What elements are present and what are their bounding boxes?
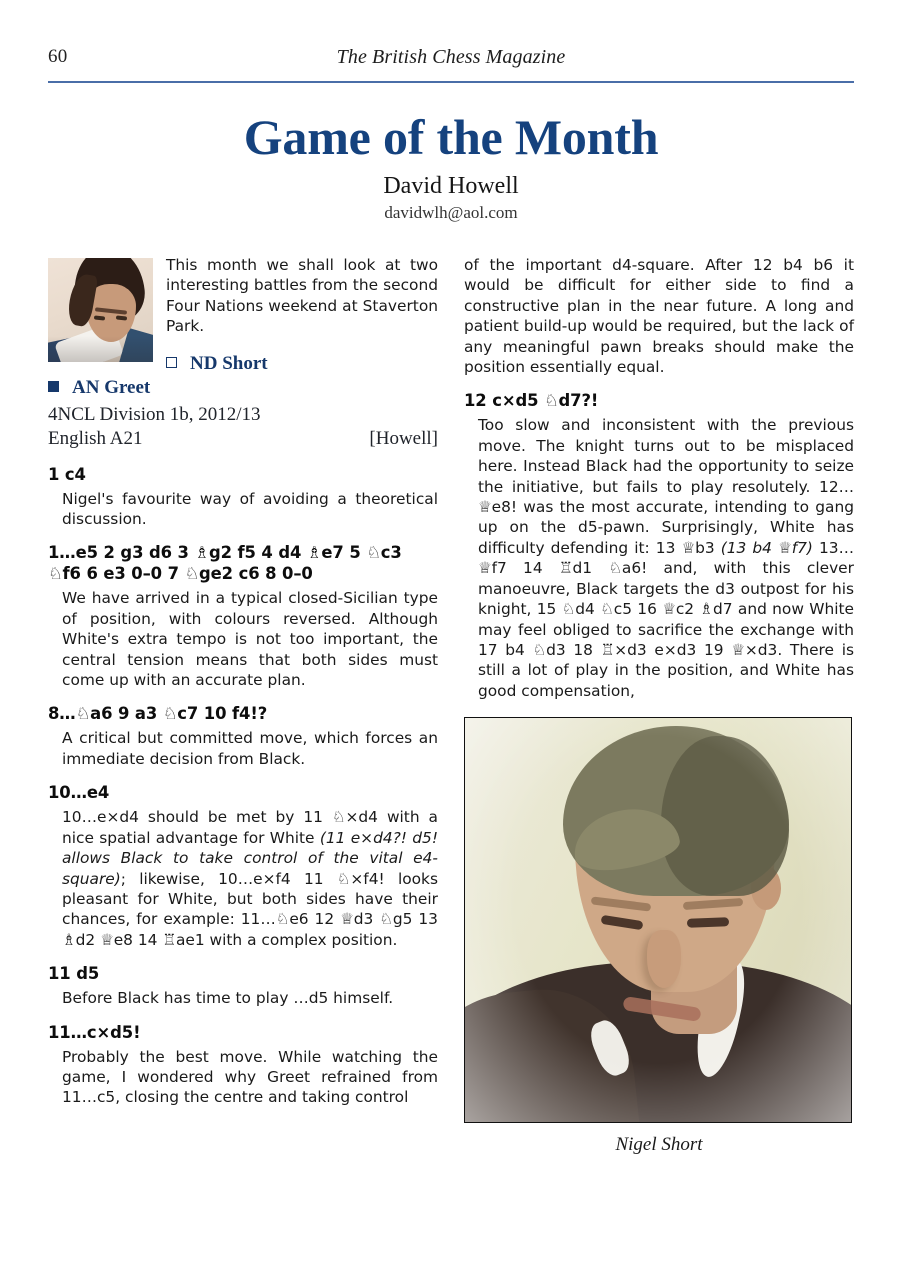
variation-text: (13 b4 ♕f7) <box>720 538 813 557</box>
chess-figurine: ♕ <box>778 538 792 557</box>
move-heading: 11 d5 <box>48 964 100 984</box>
right-column <box>464 255 854 1156</box>
chess-figurine: ♗ <box>62 930 76 949</box>
black-square-icon <box>48 381 59 392</box>
chess-figurine: ♖ <box>600 640 615 659</box>
variation-text: (11 e×d4?! d5! allows Black to take control of the vital e4-square) <box>62 828 438 888</box>
annotation-paragraph: Too slow and inconsistent with the previous move. The knight turns out to be misplaced here. Instead Black had the opportunity to seize the initiative, but fails to play resolutely. 12…♕e8! was the most accurate, intending to gang up on the d5-pawn. Surprisingly, White has difficulty defending it: 13 ♕b3 (13 b4 ♕f7) 13…♕f7 14 ♖d1 ♘a6! and, with this clever manoeuvre, Black targets the d3 outpost for his knight, 15 ♘d4 ♘c5 16 ♕c2 ♗d7 and now White may feel obliged to sacrifice the exchange with 17 b4 ♘d3 18 ♖×d3 e×d3 19 ♕×d3. There is still a lot of play in the position, and White has good compensation, <box>478 416 854 700</box>
chess-figurine: ♕ <box>731 640 745 659</box>
chess-figurine: ♘ <box>544 391 559 411</box>
move-heading: 1 c4 <box>48 464 86 484</box>
move-heading: 10…e4 <box>48 783 110 803</box>
photo-vignette <box>465 718 851 1122</box>
chess-figurine: ♘ <box>48 564 63 584</box>
page-number: 60 <box>48 46 68 67</box>
chess-figurine: ♕ <box>681 538 696 557</box>
magazine-title: The British Chess Magazine <box>336 46 566 68</box>
move-heading: 12 c×d5 ♘d7?! <box>464 391 599 411</box>
chess-figurine: ♘ <box>532 640 547 659</box>
player-photo <box>464 717 852 1123</box>
chess-figurine: ♘ <box>608 559 622 578</box>
opening-code: English A21 <box>48 427 143 449</box>
chess-figurine: ♘ <box>75 704 91 724</box>
chess-figurine: ♘ <box>366 543 381 563</box>
game-header <box>48 352 438 451</box>
annotation-paragraph: Probably the best move. While watching the game, I wondered why Greet refrained from 11…c5, closing the centre and taking control <box>62 1047 438 1107</box>
chess-figurine: ♕ <box>340 910 354 929</box>
chess-figurine: ♘ <box>561 600 576 619</box>
chess-figurine: ♘ <box>275 910 290 929</box>
opening-line <box>48 427 438 451</box>
chess-figurine: ♘ <box>184 564 200 584</box>
page-title: Game of the Month <box>243 109 659 165</box>
annotation-paragraph: A critical but committed move, which forces an immediate decision from Black. <box>62 729 438 768</box>
author-email: davidwlh@aol.com <box>384 203 518 222</box>
chess-figurine: ♖ <box>162 930 176 949</box>
white-player-line <box>166 352 438 377</box>
intro-paragraph: This month we shall look at two interesting battles from the second Four Nations weekend at Staverton Park. <box>166 256 438 336</box>
white-square-icon <box>166 357 177 368</box>
chess-figurine: ♘ <box>600 600 614 619</box>
running-head <box>48 46 854 80</box>
author-name: David Howell <box>383 173 519 199</box>
photo-caption: Nigel Short <box>615 1134 703 1156</box>
masthead <box>48 108 854 224</box>
chess-figurine: ♖ <box>558 559 573 578</box>
black-player-name: AN Greet <box>72 377 151 399</box>
annotation-paragraph: We have arrived in a typical closed-Sicilian type of position, with colours reversed. Although White's extra tempo is not too important, the central tension means that both sides must come up with an accurate plan. <box>62 589 438 690</box>
chess-figurine: ♗ <box>699 600 714 619</box>
black-player-line <box>48 376 438 401</box>
chess-figurine: ♘ <box>162 704 178 724</box>
chess-figurine: ♘ <box>336 869 351 888</box>
left-column <box>48 255 438 1108</box>
annotation-continued-paragraph: of the important d4-square. After 12 b4 b6 it would be difficult for either side to find a constructive plan in the near future. A long and patient build-up would be required, but the lack of any meaningful pawn breaks should make the position essentially equal. <box>464 256 854 377</box>
chess-figurine: ♕ <box>100 930 114 949</box>
chess-figurine: ♗ <box>306 543 322 563</box>
chess-figurine: ♕ <box>478 559 492 578</box>
annotation-paragraph: Nigel's favourite way of avoiding a theoretical discussion. <box>62 489 438 529</box>
chess-figurine: ♘ <box>331 808 346 827</box>
chess-figurine: ♕ <box>478 498 492 517</box>
annotation-paragraph: 10…e×d4 should be met by 11 ♘×d4 with a nice spatial advantage for White (11 e×d4?! d5! allows Black to take control of the vital e4-square); likewise, 10…e×f4 11 ♘×f4! looks pleasant for White, but both sides have their chances, for example: 11…♘e6 12 ♕d3 ♘g5 13 ♗d2 ♕e8 14 ♖ae1 with a complex position. <box>62 808 438 949</box>
white-player-name: ND Short <box>190 352 268 374</box>
move-heading: 11…c×d5! <box>48 1022 141 1042</box>
annotation-paragraph: Before Black has time to play …d5 himself. <box>62 989 394 1008</box>
annotator-credit: [Howell] <box>369 427 438 449</box>
author-headshot-photo <box>48 258 153 362</box>
header-rule <box>48 81 854 83</box>
move-heading: 1…e5 2 g3 d6 3 ♗g2 f5 4 d4 ♗e7 5 ♘c3 ♘f6 6 e3 0–0 7 ♘ge2 c6 8 0–0 <box>48 543 402 584</box>
event-line: 4NCL Division 1b, 2012/13 <box>48 403 261 425</box>
chess-figurine: ♘ <box>379 910 393 929</box>
chess-figurine: ♗ <box>194 543 209 563</box>
headshot-shadow <box>48 336 153 362</box>
move-heading: 8…♘a6 9 a3 ♘c7 10 f4!? <box>48 704 268 724</box>
chess-figurine: ♕ <box>662 600 676 619</box>
